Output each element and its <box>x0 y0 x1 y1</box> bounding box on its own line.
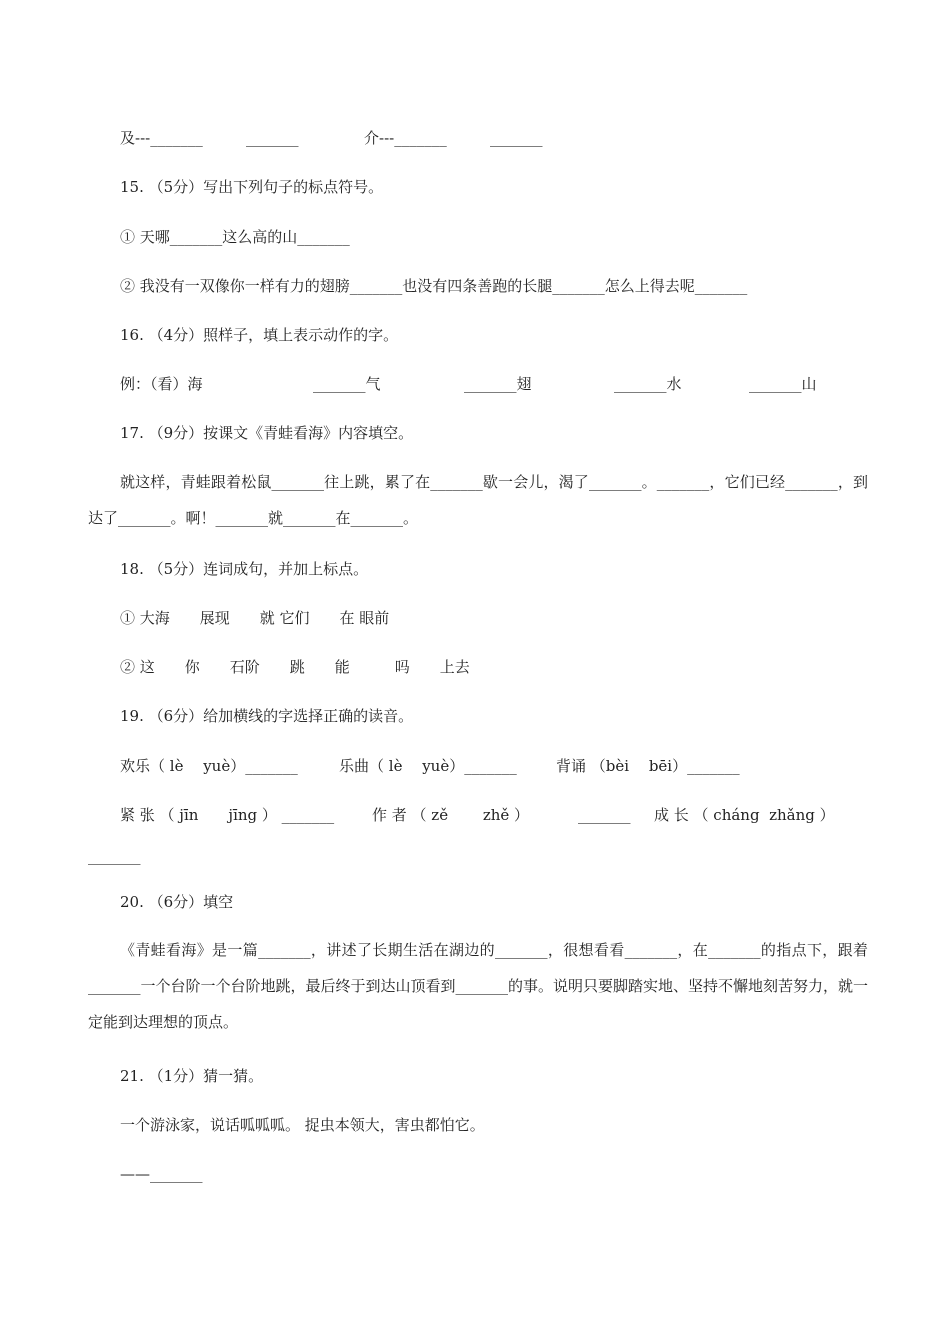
question-17-paragraph: 就这样，青蛙跟着松鼠_______往上跳，累了在_______歇一会儿，渴了_______。_______，它们已经_______，到达了_______。啊！_______就_______在_______。 <box>88 473 868 527</box>
question-19-item-h: _______ <box>88 847 141 865</box>
q14-blank-1: 及---_______ <box>120 129 203 147</box>
question-19-item-c: 背诵 （bèi bēi）_______ <box>556 757 740 775</box>
question-19-item-e: 作 者 （ zě zhě ） <box>372 806 530 824</box>
question-18-item-1: ① 大海 展现 就 它们 在 眼前 <box>120 609 390 627</box>
q14-blank-2: _______ <box>246 129 299 147</box>
question-16-heading: 16. （4分）照样子，填上表示动作的字。 <box>120 326 399 344</box>
question-21-heading: 21. （1分）猜一猜。 <box>120 1067 264 1085</box>
question-16-blank-c: _______水 <box>614 375 682 393</box>
question-16-blank-b: _______翅 <box>464 375 532 393</box>
q14-blank-3: 介---_______ <box>364 129 447 147</box>
question-16-blank-d: _______山 <box>749 375 817 393</box>
question-20-heading: 20. （6分）填空 <box>120 893 234 911</box>
question-19-item-g: 成 长 （ cháng zhǎng ） <box>654 806 835 824</box>
question-16-blank-a: _______气 <box>313 375 381 393</box>
question-21-answer-blank: ——_______ <box>120 1165 203 1183</box>
question-20-paragraph: 《青蛙看海》是一篇_______，讲述了长期生活在湖边的_______，很想看看_______，在_______的指点下，跟着_______一个台阶一个台阶地跳，最后终于到达山顶看到_______的事。说明只要脚踏实地、坚持不懈地刻苦努力，就一定能到达理想的顶点。 <box>88 941 869 1031</box>
question-15-item-1: ① 天哪_______这么高的山_______ <box>120 228 350 246</box>
question-21-riddle: 一个游泳家，说话呱呱呱。 捉虫本领大，害虫都怕它。 <box>120 1116 485 1134</box>
question-15-heading: 15. （5分）写出下列句子的标点符号。 <box>120 178 384 196</box>
question-16-example: 例：（看）海 <box>120 375 203 393</box>
question-18-item-2: ② 这 你 石阶 跳 能 吗 上去 <box>120 658 470 676</box>
question-19-item-b: 乐曲（ lè yuè）_______ <box>339 757 517 775</box>
question-19-item-f: _______ <box>578 806 631 824</box>
question-19-item-a: 欢乐（ lè yuè）_______ <box>120 757 298 775</box>
question-19-item-d: 紧 张 （ jīn jīng ） _______ <box>120 806 335 824</box>
question-15-item-2: ② 我没有一双像你一样有力的翅膀_______也没有四条善跑的长腿_______怎么上得去呢_______ <box>120 277 748 295</box>
question-17-heading: 17. （9分）按课文《青蛙看海》内容填空。 <box>120 424 414 442</box>
question-18-heading: 18. （5分）连词成句，并加上标点。 <box>120 560 369 578</box>
q14-blank-4: _______ <box>490 129 543 147</box>
question-19-heading: 19. （6分）给加横线的字选择正确的读音。 <box>120 707 414 725</box>
